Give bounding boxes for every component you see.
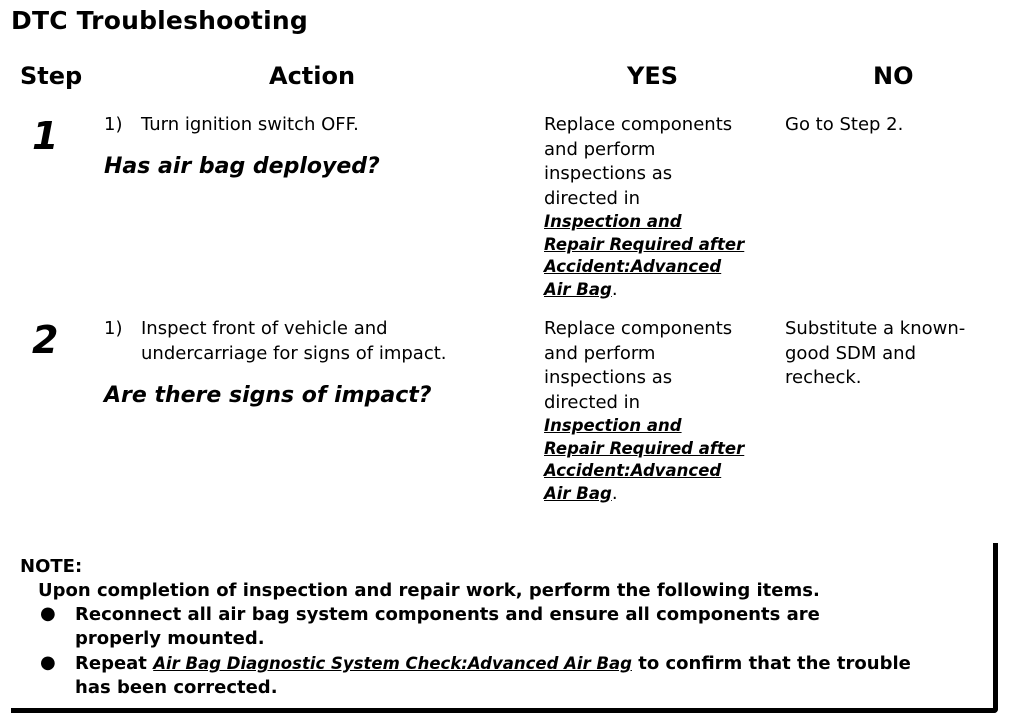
link-line[interactable]: Air Bag <box>544 279 612 299</box>
link-suffix: . <box>611 482 618 504</box>
action-index: 1) <box>104 318 123 339</box>
step-2-question: Are there signs of impact? <box>104 383 432 408</box>
yes-text-line: directed in <box>544 187 641 209</box>
page-title: DTC Troubleshooting <box>11 6 308 35</box>
step-2-action <box>104 317 447 366</box>
inspection-repair-link[interactable] <box>544 211 744 301</box>
step-number: 1 <box>32 114 59 158</box>
step-2-yes-result <box>544 317 744 505</box>
note-title: NOTE: <box>20 556 83 577</box>
link-line[interactable]: Inspection and <box>544 212 682 231</box>
no-text-line: good SDM and <box>785 342 917 364</box>
step-1-question: Has air bag deployed? <box>104 154 380 179</box>
note-bullet-1 <box>75 603 820 651</box>
link-line[interactable]: Accident:Advanced <box>544 257 722 276</box>
action-text: Turn ignition switch OFF. <box>141 114 359 135</box>
step-1-action <box>104 113 359 138</box>
link-line[interactable]: Inspection and <box>544 416 682 435</box>
action-text-line: undercarriage for signs of impact. <box>141 342 447 364</box>
header-step: Step <box>20 62 83 90</box>
note-bullet-line: properly mounted. <box>75 628 265 649</box>
yes-text-line: inspections as <box>544 163 673 184</box>
step-number: 2 <box>32 318 59 362</box>
bullet-icon: ● <box>40 652 56 673</box>
no-text-line: Substitute a known- <box>785 318 966 339</box>
yes-text-line: Replace components <box>544 114 733 135</box>
link-suffix: . <box>611 278 618 300</box>
note-intro: Upon completion of inspection and repair work, perform the following items. <box>38 580 820 601</box>
diagnostic-system-check-link[interactable]: Air Bag Diagnostic System Check:Advanced Air Bag <box>153 654 632 673</box>
no-text-line: recheck. <box>785 367 862 388</box>
link-line[interactable]: Repair Required after <box>544 234 745 254</box>
action-text-line: Inspect front of vehicle and <box>141 318 388 339</box>
action-index: 1) <box>104 114 123 135</box>
header-yes: YES <box>627 62 679 90</box>
yes-text-line: Replace components <box>544 318 733 339</box>
link-line[interactable]: Air Bag <box>544 483 612 503</box>
step-2-no-result <box>785 317 965 391</box>
step-1-yes-result <box>544 113 744 301</box>
no-text-line: Go to Step 2. <box>785 114 904 135</box>
yes-text-line: and perform <box>544 342 656 364</box>
note-bullet-prefix: Repeat <box>75 653 154 674</box>
header-action: Action <box>269 62 356 90</box>
link-line[interactable]: Accident:Advanced <box>544 461 722 480</box>
note-bullet-line: has been corrected. <box>75 677 278 698</box>
bullet-icon: ● <box>40 603 56 624</box>
yes-text-line: directed in <box>544 391 641 413</box>
link-line[interactable]: Repair Required after <box>544 438 745 458</box>
inspection-repair-link[interactable] <box>544 415 744 505</box>
note-bullet-suffix: to confirm that the trouble <box>631 653 911 674</box>
note-bullet-2 <box>75 652 911 700</box>
note-bullet-line: Reconnect all air bag system components and ensure all components are <box>75 604 820 625</box>
yes-text-line: inspections as <box>544 367 673 388</box>
step-1-no-result <box>785 113 903 138</box>
yes-text-line: and perform <box>544 138 656 160</box>
header-no: NO <box>873 62 914 90</box>
